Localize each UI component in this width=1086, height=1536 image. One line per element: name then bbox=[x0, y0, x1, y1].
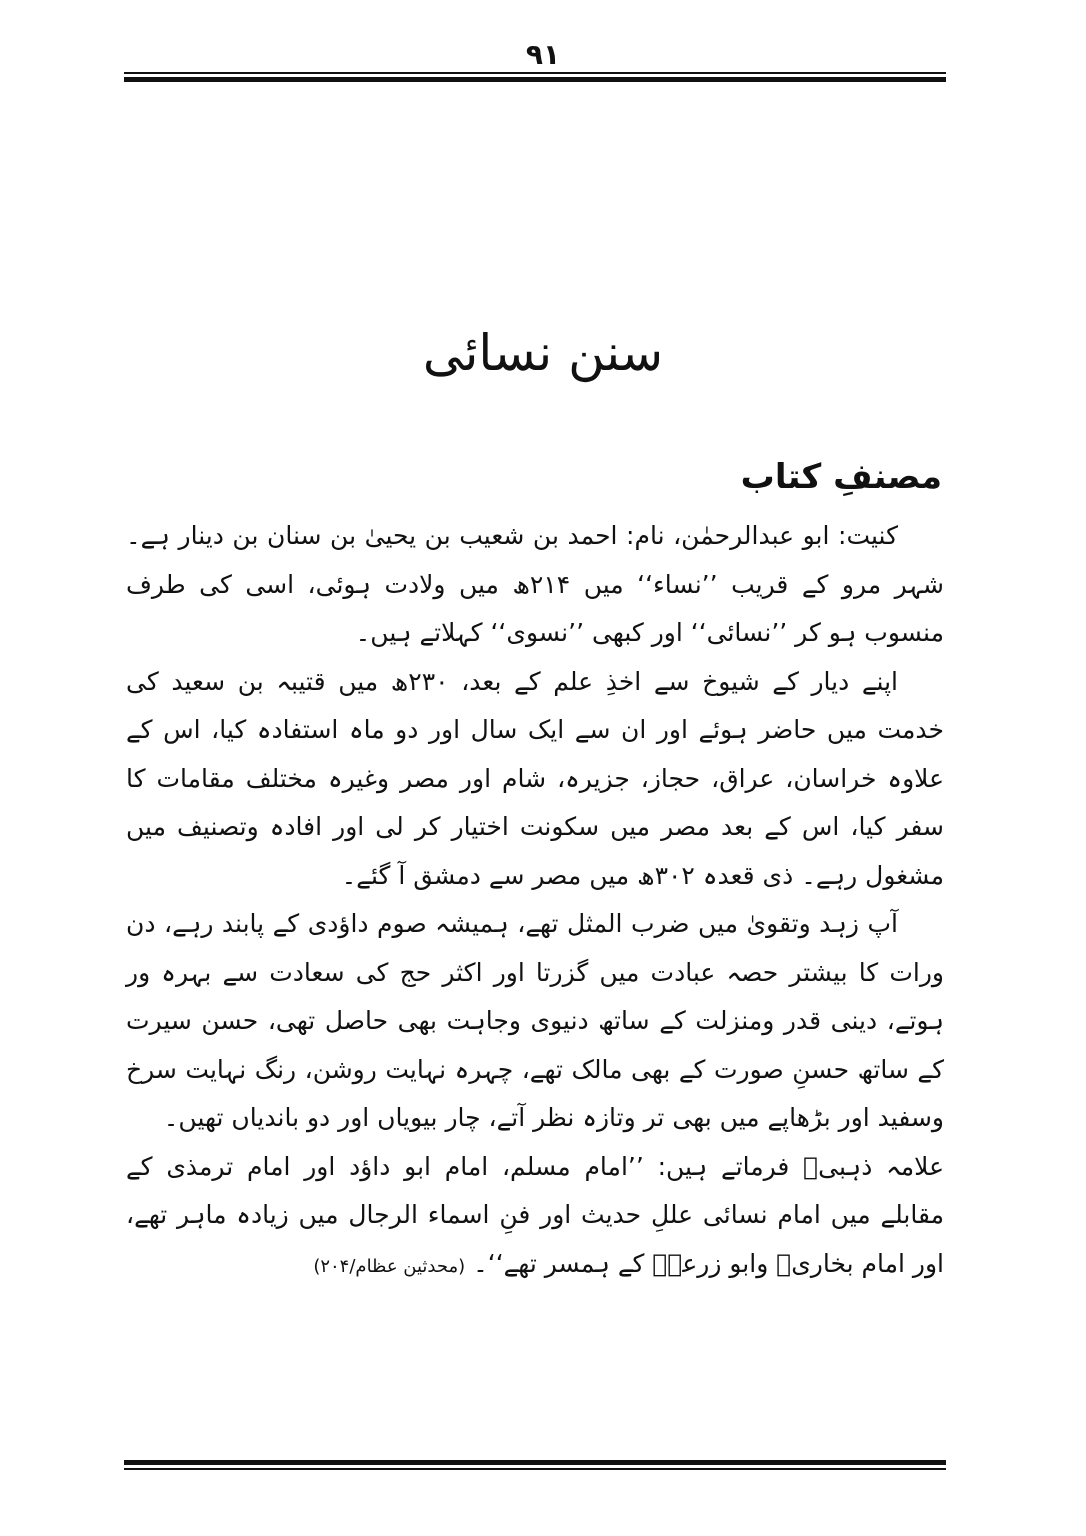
section-heading: مصنفِ کتاب bbox=[740, 457, 942, 497]
header-rule-thin bbox=[124, 72, 946, 74]
paragraph-2: اپنے دیار کے شیوخ سے اخذِ علم کے بعد، ۲۳۰ھ میں قتیبہ بن سعید کی خدمت میں حاضر ہوئے اور ان سے ایک سال اور دو ماہ استفادہ کیا، اس کے علاوہ خراسان، عراق، حجاز، جزیرہ، شام اور مصر وغیرہ مختلف مقامات کا سفر کیا، اس کے بعد مصر میں سکونت اختیار کر لی اور افادہ وتصنیف میں مشغول رہے۔ ذی قعدہ ۳۰۲ھ میں مصر سے دمشق آ گئے۔ bbox=[126, 666, 944, 890]
footer-rule-thick bbox=[124, 1460, 946, 1465]
paragraph-4 bbox=[126, 1143, 944, 1292]
page-number: ۹۱ bbox=[525, 38, 561, 71]
citation: (محدثین عظام/۲۰۴) bbox=[313, 1255, 466, 1277]
chapter-title: سنن نسائی bbox=[422, 324, 664, 382]
footer-rule-thin bbox=[124, 1468, 946, 1470]
body-text bbox=[126, 512, 944, 1291]
paragraph-4-text: علامہ ذہبیؒ فرماتے ہیں: ’’امام مسلم، امام ابو داؤد اور امام ترمذی کے مقابلے میں امام نسائی عللِ حدیث اور فنِ اسماء الرجال میں زیادہ ماہر تھے، اور امام بخاریؒ وابو زرعہؒ کے ہمسر تھے‘‘۔ bbox=[126, 1151, 944, 1278]
header-rule-thick bbox=[124, 77, 946, 82]
paragraph-1: کنیت: ابو عبدالرحمٰن، نام: احمد بن شعیب بن یحییٰ بن سنان بن دینار ہے۔ شہر مرو کے قریب ’’نساء‘‘ میں ۲۱۴ھ میں ولادت ہوئی، اسی کی طرف منسوب ہو کر ’’نسائی‘‘ اور کبھی ’’نسوی‘‘ کہلاتے ہیں۔ bbox=[126, 521, 945, 647]
paragraph-3: آپ زہد وتقویٰ میں ضرب المثل تھے، ہمیشہ صوم داؤدی کے پابند رہے، دن ورات کا بیشتر حصہ عبادت میں گزرتا اور اکثر حج کی سعادت سے بہرہ ور ہوتے، دینی قدر ومنزلت کے ساتھ دنیوی وجاہت بھی حاصل تھی، حسن سیرت کے ساتھ حسنِ صورت کے بھی مالک تھے، چہرہ نہایت روشن، رنگ نہایت سرخ وسفید اور بڑھاپے میں بھی تر وتازہ نظر آتے، چار بیویاں اور دو باندیاں تھیں۔ bbox=[126, 909, 944, 1132]
